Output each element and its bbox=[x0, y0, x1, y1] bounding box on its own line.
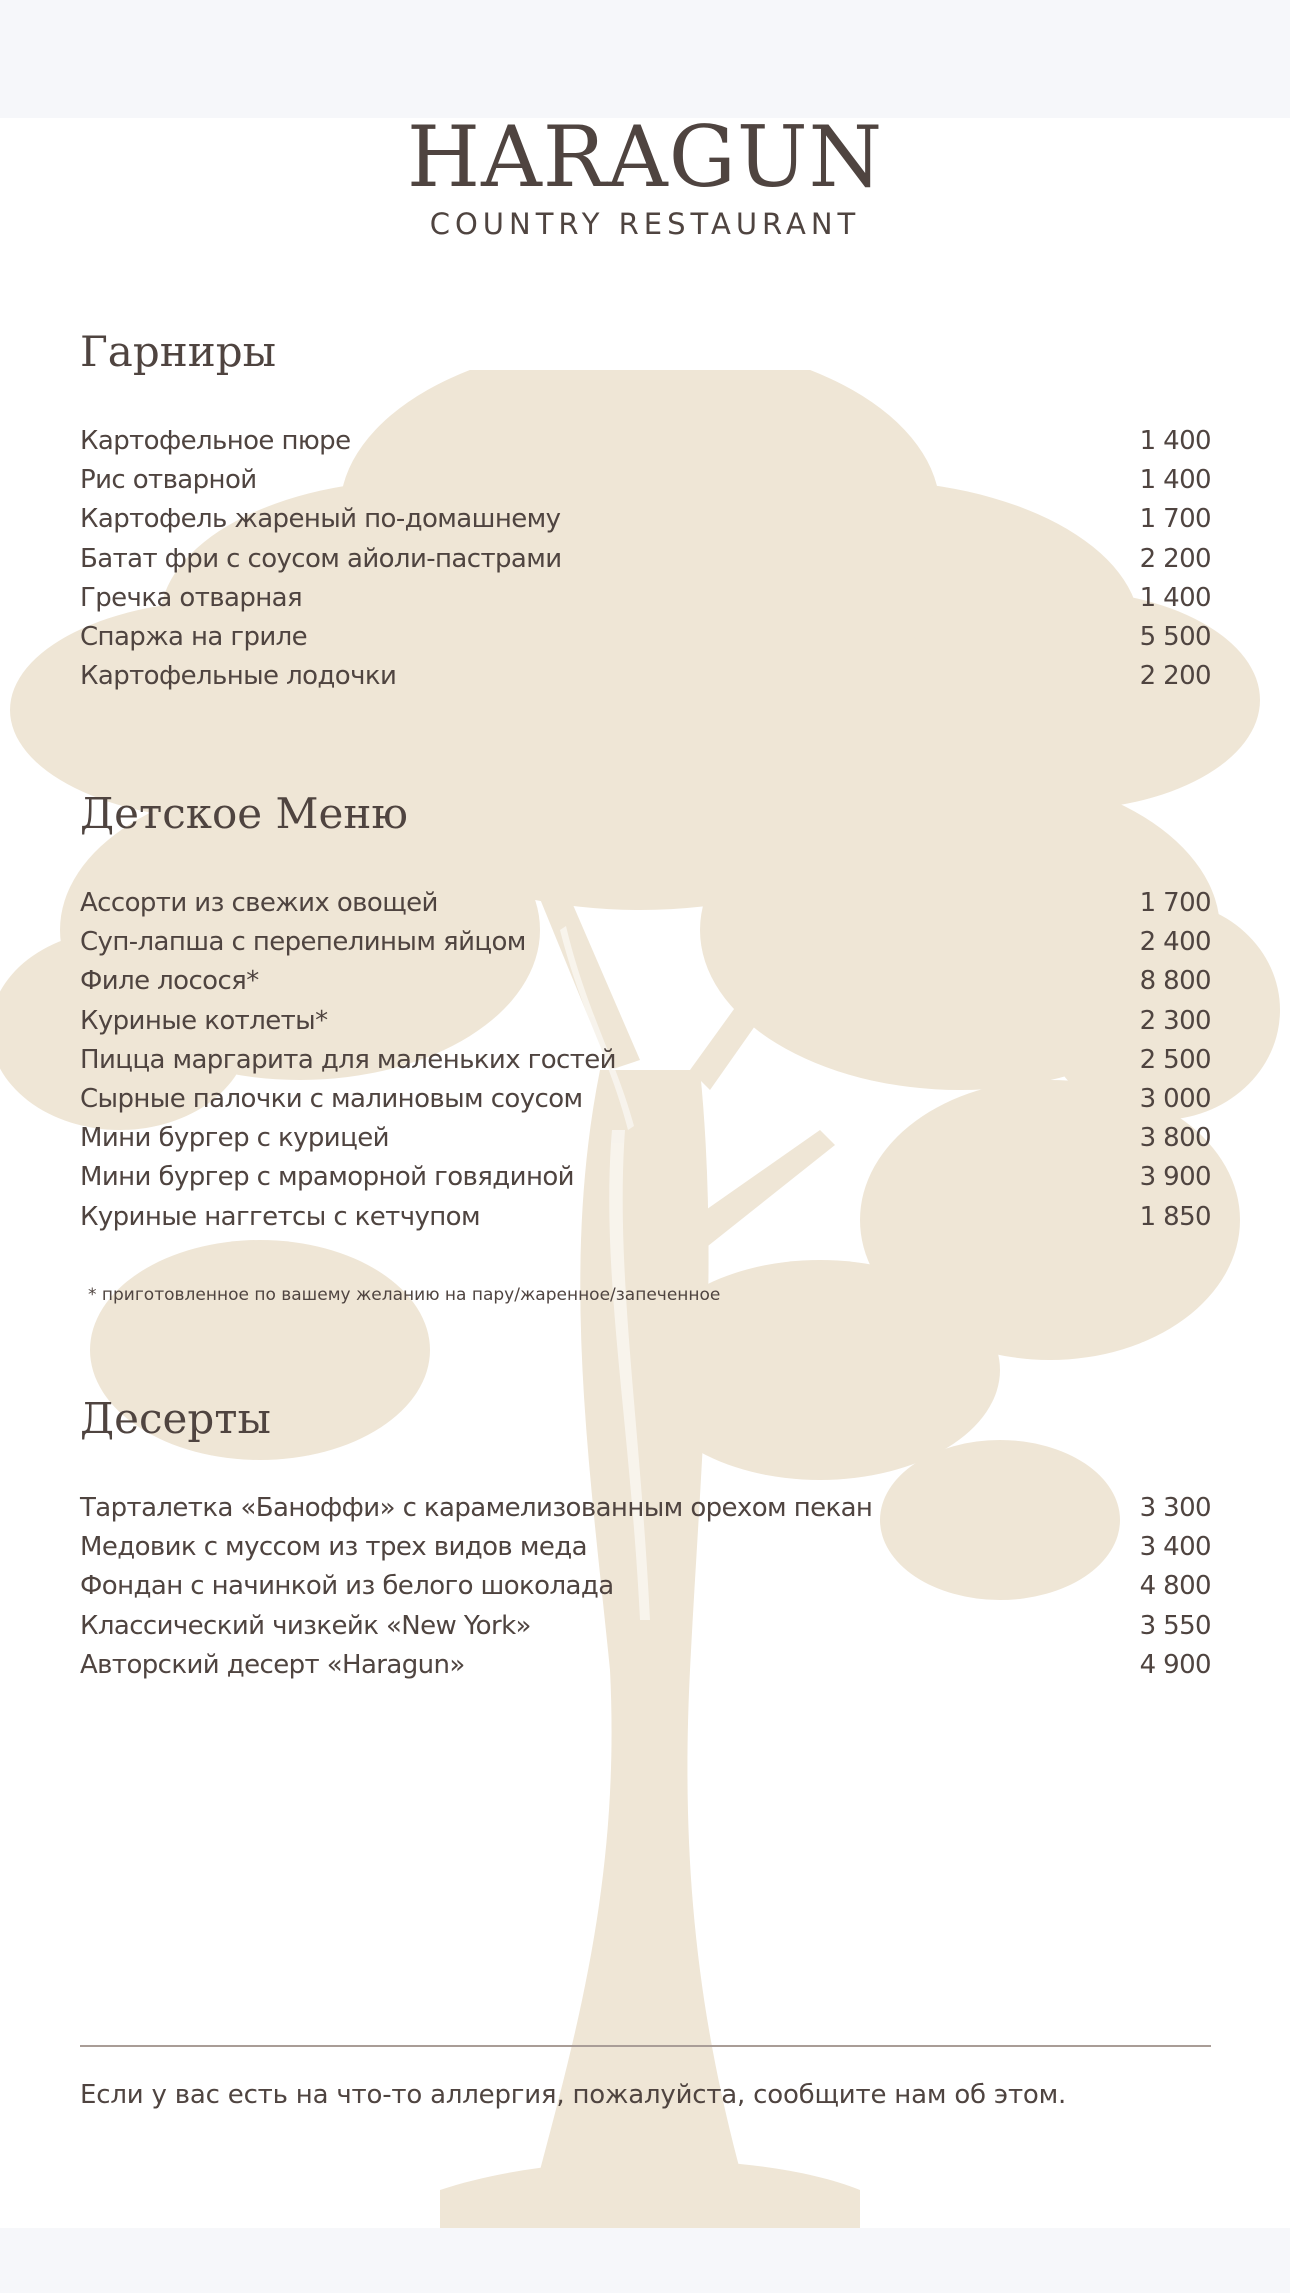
item-name: Картофель жареный по-домашнему bbox=[80, 504, 561, 535]
menu-item bbox=[80, 1041, 1211, 1080]
item-price: 2 200 bbox=[1139, 543, 1211, 574]
item-price: 2 200 bbox=[1139, 661, 1211, 692]
top-band bbox=[0, 0, 1290, 118]
menu-item bbox=[80, 1528, 1211, 1567]
allergy-note: Если у вас есть на что-то аллергия, пожалуйста, сообщите нам об этом. bbox=[80, 2080, 1067, 2110]
item-price: 3 800 bbox=[1139, 1123, 1211, 1154]
menu-item bbox=[80, 579, 1211, 618]
menu-item bbox=[80, 1489, 1211, 1528]
item-price: 1 700 bbox=[1139, 888, 1211, 918]
menu-item bbox=[80, 1080, 1211, 1119]
section-title: Детское Меню bbox=[80, 789, 408, 838]
item-name: Пицца маргарита для маленьких гостей bbox=[80, 1044, 616, 1075]
item-price: 4 900 bbox=[1139, 1649, 1211, 1680]
menu-item bbox=[80, 923, 1211, 962]
item-name: Тарталетка «Баноффи» с карамелизованным орехом пекан bbox=[80, 1493, 873, 1523]
restaurant-logo bbox=[0, 108, 1290, 242]
item-price: 2 400 bbox=[1139, 927, 1211, 958]
item-name: Картофельные лодочки bbox=[80, 661, 397, 692]
item-name: Куриные наггетсы с кетчупом bbox=[80, 1201, 480, 1232]
item-name: Рис отварной bbox=[80, 465, 257, 496]
item-name: Классический чизкейк «New York» bbox=[80, 1610, 531, 1641]
item-name: Мини бургер с курицей bbox=[80, 1123, 389, 1154]
section-title: Десерты bbox=[80, 1394, 271, 1443]
item-price: 3 400 bbox=[1139, 1532, 1211, 1563]
menu-item bbox=[80, 1646, 1211, 1685]
menu-item bbox=[80, 962, 1211, 1001]
footnote: * приготовленное по вашему желанию на пару/жаренное/запеченное bbox=[88, 1284, 721, 1305]
item-price: 3 300 bbox=[1139, 1493, 1211, 1523]
item-name: Куриные котлеты* bbox=[80, 1005, 328, 1036]
logo-subtitle: COUNTRY RESTAURANT bbox=[429, 207, 861, 241]
item-price: 3 550 bbox=[1139, 1610, 1211, 1641]
menu-item bbox=[80, 422, 1211, 461]
section-kids-menu bbox=[80, 788, 1211, 1305]
menu-item bbox=[80, 884, 1211, 923]
item-price: 2 300 bbox=[1139, 1005, 1211, 1036]
item-name: Фондан с начинкой из белого шоколада bbox=[80, 1571, 614, 1602]
menu-item bbox=[80, 1119, 1211, 1158]
logo-name: HARAGUN bbox=[406, 108, 884, 206]
menu-item bbox=[80, 657, 1211, 696]
section-title: Гарниры bbox=[80, 327, 277, 376]
menu-item bbox=[80, 500, 1211, 539]
bottom-band bbox=[0, 2228, 1290, 2293]
item-price: 8 800 bbox=[1139, 966, 1211, 997]
menu-item bbox=[80, 1158, 1211, 1197]
item-price: 1 400 bbox=[1139, 582, 1211, 613]
item-price: 1 700 bbox=[1139, 504, 1211, 535]
item-name: Гречка отварная bbox=[80, 582, 303, 613]
item-price: 1 850 bbox=[1139, 1201, 1211, 1232]
item-name: Суп-лапша с перепелиным яйцом bbox=[80, 927, 526, 958]
menu-item bbox=[80, 540, 1211, 579]
menu-item bbox=[80, 1567, 1211, 1606]
menu-item bbox=[80, 1198, 1211, 1237]
item-name: Медовик с муссом из трех видов меда bbox=[80, 1532, 587, 1563]
item-name: Ассорти из свежих овощей bbox=[80, 888, 438, 918]
item-name: Сырные палочки с малиновым соусом bbox=[80, 1084, 583, 1115]
item-price: 3 900 bbox=[1139, 1162, 1211, 1193]
item-price: 1 400 bbox=[1139, 465, 1211, 496]
item-name: Картофельное пюре bbox=[80, 426, 351, 456]
item-name: Спаржа на гриле bbox=[80, 622, 308, 653]
section-desserts bbox=[80, 1393, 1211, 1685]
item-name: Авторский десерт «Haragun» bbox=[80, 1649, 465, 1680]
item-price: 4 800 bbox=[1139, 1571, 1211, 1602]
menu-item bbox=[80, 1002, 1211, 1041]
footer-divider bbox=[80, 2045, 1211, 2047]
item-price: 2 500 bbox=[1139, 1044, 1211, 1075]
item-price: 1 400 bbox=[1139, 426, 1211, 456]
menu-item bbox=[80, 461, 1211, 500]
item-name: Филе лосося* bbox=[80, 966, 259, 997]
item-name: Батат фри с соусом айоли-пастрами bbox=[80, 543, 562, 574]
menu-item bbox=[80, 618, 1211, 657]
item-price: 3 000 bbox=[1139, 1084, 1211, 1115]
item-name: Мини бургер с мраморной говядиной bbox=[80, 1162, 574, 1193]
menu-item bbox=[80, 1607, 1211, 1646]
item-price: 5 500 bbox=[1139, 622, 1211, 653]
section-sides bbox=[80, 326, 1211, 696]
